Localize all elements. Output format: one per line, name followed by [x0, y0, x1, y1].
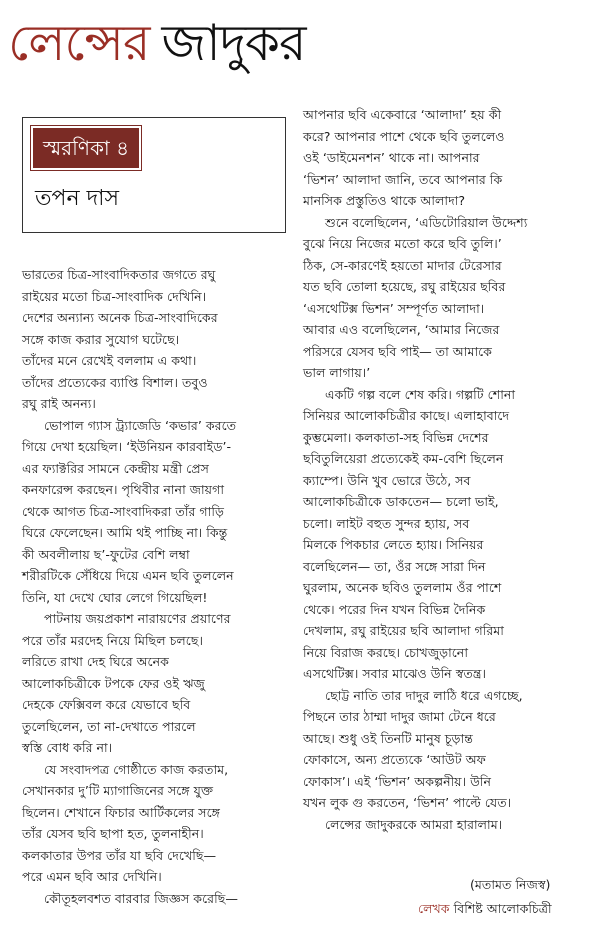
byline-box	[22, 117, 286, 233]
text-line: ঠিক, সে-কারণেই হয়তো মাদার টেরেসার	[303, 257, 502, 273]
series-tag: স্মরণিকা ৪	[31, 126, 141, 170]
text-line: এসথেটিক্স। সবার মাঝেও উনি স্বতন্ত্র।	[303, 666, 487, 681]
headline-part-2: জাদুকর	[161, 14, 306, 72]
right-column	[303, 104, 589, 835]
text-line: শুনে বলেছিলেন, ‘এডিটোরিয়াল উদ্দেশ্য	[325, 214, 528, 230]
text-line: দেখলাম, রঘু রাইয়ের ছবি আলাদা গরিমা	[303, 623, 504, 638]
text-line: ফোকাস’। এই ‘ভিশন’ অকল্পনীয়। উনি	[303, 773, 492, 789]
text-line: বুঝে নিয়ে নিজের মতো করে ছবি তুলি।’	[303, 236, 502, 251]
headline	[8, 4, 568, 82]
paragraph	[22, 759, 290, 888]
text-line: ‘ভিশন’ আলাদা জানি, তবে আপনার কি	[303, 171, 503, 187]
text-line: যত ছবি তোলা হয়েছে, রঘু রাইয়ের ছবির	[303, 279, 506, 294]
text-line: তিনি, যা দেখে ঘোর লেগে গিয়েছিল!	[22, 589, 208, 605]
text-line: তুলেছিলেন, তা না-দেখাতে পারলে	[22, 718, 196, 734]
text-line: আছে। শুধু ওই তিনটি মানুষ চূড়ান্ত	[303, 730, 473, 746]
text-line: শরীরটিকে সেঁধিয়ে দিয়ে এমন ছবি তুললেন	[22, 568, 234, 583]
text-line: পিছনে তার ঠাম্মা দাদুর জামা টেনে ধরে	[303, 709, 496, 724]
left-column	[22, 264, 290, 909]
text-line: লেন্সের জাদুকরকে আমরা হারালাম।	[325, 816, 503, 832]
text-line: আবার এও বলেছিলেন, ‘আমার নিজের	[303, 322, 500, 337]
text-line: ভারতের চিত্র-সাংবাদিকতার জগতে রঘু	[22, 267, 216, 282]
text-line: কৌতূহলবশত বারবার জিজ্ঞস করেছি—	[44, 890, 238, 906]
text-line: যখন লুক গু করতেন, ‘ভিশন’ পাল্টে যেত।	[303, 795, 512, 810]
text-line: পরে তাঁর মরদেহ নিয়ে মিছিল চলছে।	[22, 632, 203, 648]
paragraph	[303, 212, 589, 384]
text-line: নিয়ে বিরাজ করছে। চোখজুড়ানো	[303, 644, 468, 660]
text-line: পাটনায় জয়প্রকাশ নারায়ণের প্রয়াণের	[44, 611, 231, 626]
text-line: ভাল লাগায়।’	[303, 365, 371, 380]
text-line: ক্যাম্পে। উনি খুব ভোরে উঠে, সব	[303, 472, 471, 488]
text-line: সেখানকার দু’টি ম্যাগাজিনের সঙ্গে যুক্ত	[22, 783, 214, 798]
text-line: থেকে আগত চিত্র-সাংবাদিকরা তাঁর গাড়ি	[22, 503, 224, 519]
text-line: মানসিক প্রস্তুতিও থাকে আলাদা?	[303, 193, 466, 208]
text-line: স্বস্তি বোধ করি না।	[22, 740, 113, 755]
text-line: দেশের অন্যান্য অনেক চিত্র-সাংবাদিকের	[22, 310, 218, 325]
writer-credit	[418, 900, 552, 918]
paragraph	[22, 888, 290, 910]
paragraph	[303, 685, 589, 814]
text-line: একটি গল্প বলে শেষ করি। গল্পটি শোনা	[325, 386, 516, 402]
opinion-disclaimer: (মতামত নিজস্ব)	[470, 877, 551, 892]
headline-part-1: লেন্সের	[8, 14, 150, 72]
text-line: কলকাতার উপর তাঁর যা ছবি দেখেছি—	[22, 847, 217, 863]
paragraph	[303, 104, 589, 212]
text-line: আপনার ছবি একেবারে ‘আলাদা’ হয় কী	[303, 107, 502, 122]
text-line: তাঁদের প্রত্যেকের ব্যাপ্তি বিশাল। তবুও	[22, 374, 208, 390]
text-line: ছোট্ট নাতি তার দাদুর লাঠি ধরে এগচ্ছে,	[325, 687, 523, 703]
text-line: তাঁর যেসব ছবি ছাপা হত, তুলনাহীন।	[22, 826, 204, 841]
text-line: ‘এসথেটিক্স ভিশন’ সম্পূর্ণত আলাদা।	[303, 300, 485, 316]
text-line: রাইয়ের মতো চিত্র-সাংবাদিক দেখিনি।	[22, 288, 207, 304]
text-line: কুম্ভমেলা। কলকাতা-সহ বিভিন্ন দেশের	[303, 429, 489, 445]
text-line: পরিসরে যেসব ছবি পাই— তা আমাকে	[303, 343, 492, 359]
text-line: কনফারেন্স করছেন। পৃথিবীর নানা জায়গা	[22, 482, 224, 497]
text-line: দেহকে ফেক্সিবল করে যেভাবে ছবি	[22, 697, 191, 712]
text-line: আলোকচিত্রীকে ডাকতেন— চলো ভাই,	[303, 494, 499, 509]
text-line: ভোপাল গ্যাস ট্র্যাজেডি ‘কভার’ করতে	[44, 417, 237, 433]
text-line: মিলকে পিকচার লেতে হ্যায়। সিনিয়র	[303, 537, 484, 552]
text-line: সিনিয়র আলোকচিত্রীর কাছে। এলাহাবাদে	[303, 408, 510, 423]
text-line: ছবিতুলিয়েরা প্রত্যেকেই কম-বেশি ছিলেন	[303, 451, 504, 466]
text-line: এর ফ্যাক্টরির সামনে কেন্দ্রীয় মন্ত্রী প্রেস	[22, 460, 209, 476]
text-line: আলোকচিত্রীকে টপকে ফের ওই ঋজু	[22, 675, 205, 691]
text-line: কী অবলীলায় ছ’-ফুটের বেশি লম্বা	[22, 546, 190, 562]
text-line: রঘু রাই অনন্য।	[22, 396, 96, 411]
text-line: যে সংবাদপত্র গোষ্ঠীতে কাজ করতাম,	[44, 761, 229, 777]
paragraph	[22, 264, 290, 415]
text-line: পরে এমন ছবি আর দেখিনি।	[22, 869, 162, 884]
text-line: লরিতে রাখা দেহ ঘিরে অনেক	[22, 654, 169, 669]
paragraph	[22, 415, 290, 609]
paragraph	[303, 384, 589, 685]
paragraph	[22, 608, 290, 759]
paragraph	[303, 814, 589, 836]
text-line: ওই ‘ডাইমেনশন’ থাকে না। আপনার	[303, 150, 480, 165]
text-line: ঘুরলাম, অনেক ছবিও তুললাম ওঁর পাশে	[303, 580, 502, 595]
author-name: তপন দাস	[35, 186, 120, 211]
text-line: গিয়ে দেখা হয়েছিল। ‘ইউনিয়ন কারবাইড’-	[22, 439, 232, 454]
text-line: ফোকাসে, অন্য প্রত্যেকে ‘আউট অফ	[303, 752, 486, 767]
writer-credit-description: বিশিষ্ট আলোকচিত্রী	[453, 901, 552, 916]
text-line: করে? আপনার পাশে থেকে ছবি তুললেও	[303, 128, 505, 144]
text-line: তাঁদের মনে রেখেই বললাম এ কথা।	[22, 353, 197, 368]
text-line: সঙ্গে কাজ করার সুযোগ ঘটেছে।	[22, 331, 180, 347]
text-line: চলো। লাইট বহুত সুন্দর হ্যায়, সব	[303, 515, 470, 531]
text-line: থেকে। পরের দিন যখন বিভিন্ন দৈনিক	[303, 601, 486, 617]
writer-credit-label: লেখক	[418, 901, 450, 916]
text-line: বলেছিলেন— তা, ওঁর সঙ্গে সারা দিন	[303, 558, 486, 574]
text-line: ছিলেন। শেখানে ফিচার আর্টিকলের সঙ্গে	[22, 804, 221, 820]
text-line: ঘিরে ফেলেছেন। আমি থই পাচ্ছি না। কিন্তু	[22, 525, 228, 540]
